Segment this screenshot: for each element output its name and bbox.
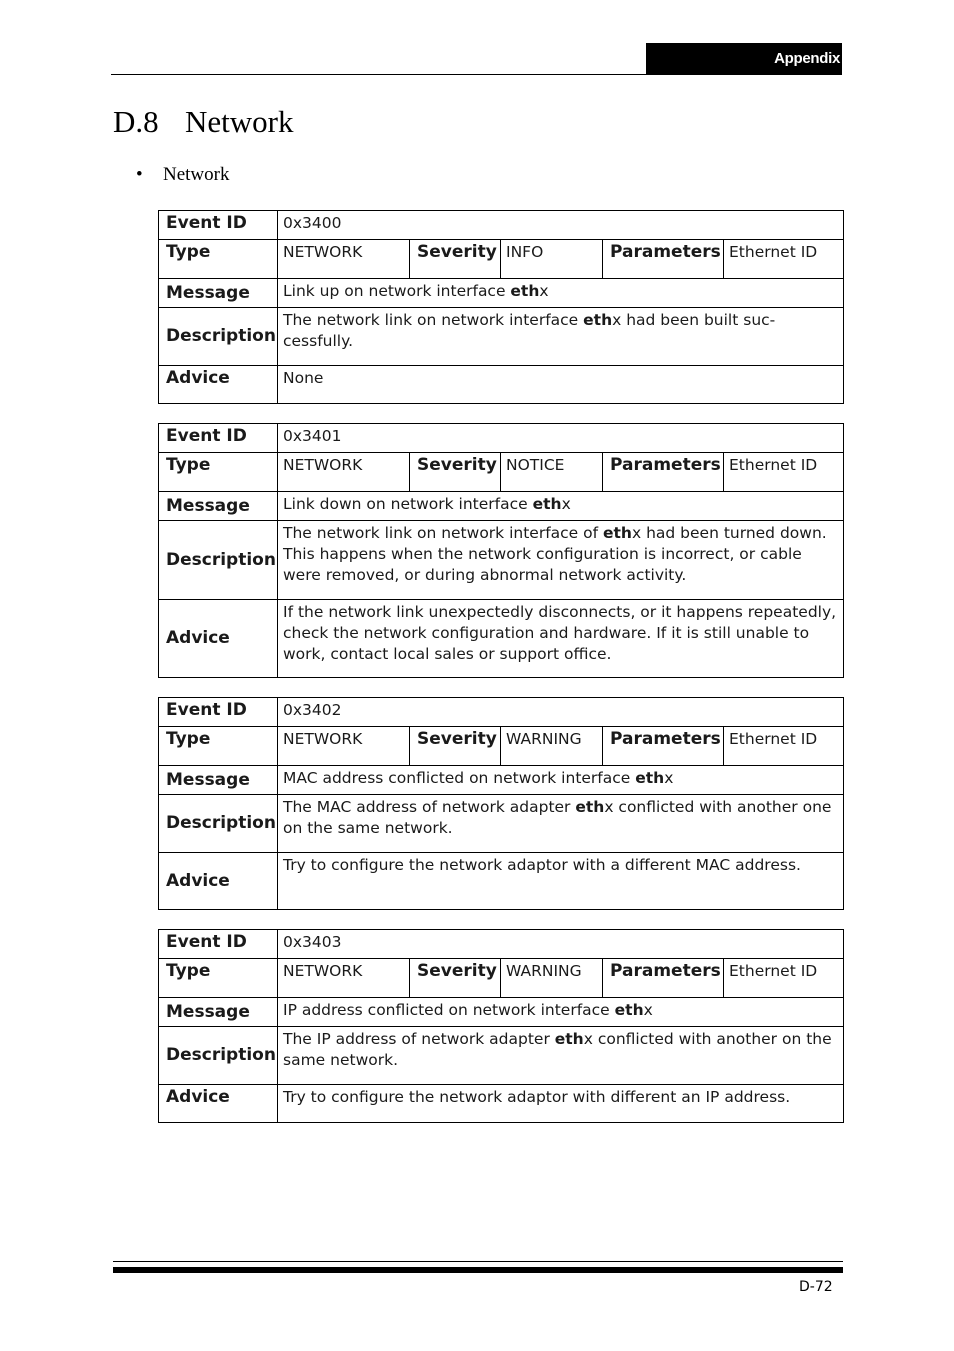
section-number: D.8 [113, 104, 159, 139]
parameters-value: Ethernet ID [724, 453, 844, 492]
header-section-tab: Appendix [646, 43, 842, 75]
description-value: The network link on network interface ethx had been built suc-cessfully. [278, 308, 844, 366]
message-label: Message [159, 766, 278, 795]
event-id-value: 0x3402 [278, 698, 844, 727]
parameters-value: Ethernet ID [724, 240, 844, 279]
parameters-label: Parameters [603, 727, 724, 766]
parameters-value: Ethernet ID [724, 959, 844, 998]
type-label: Type [159, 240, 278, 279]
section-title: Network [185, 104, 294, 139]
type-value: NETWORK [278, 727, 410, 766]
parameters-label: Parameters [603, 240, 724, 279]
event-id-value: 0x3401 [278, 424, 844, 453]
message-value: IP address conflicted on network interface ethx [278, 998, 844, 1027]
event-id-value: 0x3403 [278, 930, 844, 959]
event-id-label: Event ID [159, 424, 278, 453]
advice-label: Advice [159, 853, 278, 910]
advice-label: Advice [159, 600, 278, 678]
header-rule [111, 74, 648, 75]
severity-value: WARNING [501, 727, 603, 766]
advice-label: Advice [159, 1085, 278, 1123]
parameters-label: Parameters [603, 453, 724, 492]
event-table [158, 697, 844, 910]
event-table [158, 210, 844, 404]
severity-value: NOTICE [501, 453, 603, 492]
parameters-value: Ethernet ID [724, 727, 844, 766]
description-label: Description [159, 521, 278, 600]
type-value: NETWORK [278, 453, 410, 492]
severity-label: Severity [410, 453, 501, 492]
advice-value: If the network link unexpectedly disconnects, or it happens repeatedly, check the network configuration and hardware. If it is still unable to work, contact local sales or support office. [278, 600, 844, 678]
type-value: NETWORK [278, 959, 410, 998]
type-value: NETWORK [278, 240, 410, 279]
message-label: Message [159, 998, 278, 1027]
event-id-value: 0x3400 [278, 211, 844, 240]
description-label: Description [159, 1027, 278, 1085]
severity-value: WARNING [501, 959, 603, 998]
advice-value: None [278, 366, 844, 404]
parameters-label: Parameters [603, 959, 724, 998]
description-value: The network link on network interface of ethx had been turned down. This happens when the network configuration is incorrect, or cable were removed, or during abnormal network activity. [278, 521, 844, 600]
bullet-text: Network [163, 164, 230, 185]
type-label: Type [159, 453, 278, 492]
message-value: MAC address conflicted on network interface ethx [278, 766, 844, 795]
footer-rule-thick [113, 1267, 843, 1273]
event-table [158, 423, 844, 678]
message-value: Link down on network interface ethx [278, 492, 844, 521]
advice-label: Advice [159, 366, 278, 404]
event-id-label: Event ID [159, 930, 278, 959]
severity-label: Severity [410, 727, 501, 766]
event-id-label: Event ID [159, 211, 278, 240]
severity-label: Severity [410, 959, 501, 998]
type-label: Type [159, 959, 278, 998]
description-label: Description [159, 308, 278, 366]
type-label: Type [159, 727, 278, 766]
bullet-symbol: • [136, 164, 143, 185]
footer-rule-thin [113, 1261, 843, 1262]
section-heading [113, 104, 293, 140]
advice-value: Try to configure the network adaptor with a different MAC address. [278, 853, 844, 910]
message-label: Message [159, 492, 278, 521]
event-id-label: Event ID [159, 698, 278, 727]
bullet-item [136, 164, 229, 186]
severity-label: Severity [410, 240, 501, 279]
message-value: Link up on network interface ethx [278, 279, 844, 308]
description-value: The IP address of network adapter ethx conflicted with another on the same network. [278, 1027, 844, 1085]
message-label: Message [159, 279, 278, 308]
severity-value: INFO [501, 240, 603, 279]
event-table [158, 929, 844, 1123]
description-value: The MAC address of network adapter ethx conflicted with another one on the same network. [278, 795, 844, 853]
page-number: D-72 [799, 1279, 833, 1295]
advice-value: Try to configure the network adaptor with different an IP address. [278, 1085, 844, 1123]
description-label: Description [159, 795, 278, 853]
